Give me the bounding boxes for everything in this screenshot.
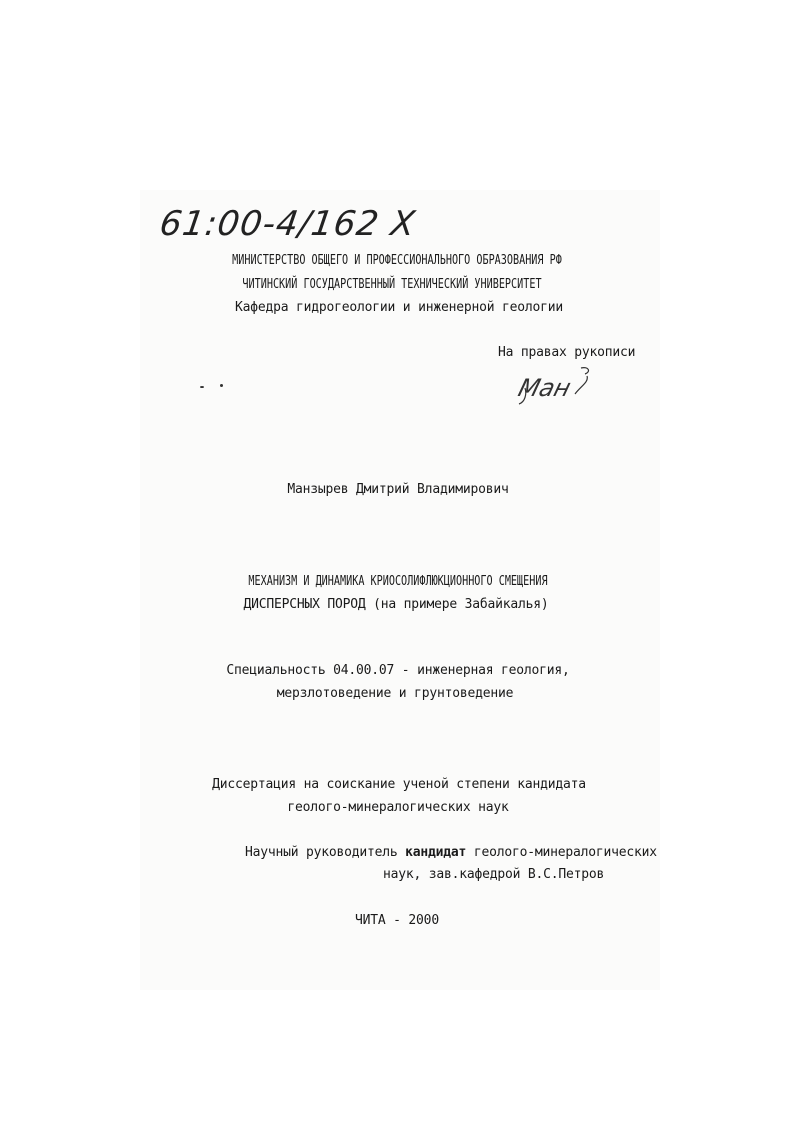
specialty-line1: Специальность 04.00.07 - инженерная геология, bbox=[226, 663, 570, 678]
university-heading: ЧИТИНСКИЙ ГОСУДАРСТВЕННЫЙ ТЕХНИЧЕСКИЙ УНИВЕРСИТЕТ bbox=[242, 277, 542, 292]
scan-mark bbox=[200, 386, 204, 388]
dissertation-title-line2: ДИСПЕРСНЫХ ПОРОД (на примере Забайкалья) bbox=[243, 597, 549, 612]
scan-mark bbox=[220, 384, 223, 387]
ministry-heading: МИНИСТЕРСТВО ОБЩЕГО И ПРОФЕССИОНАЛЬНОГО ОБРАЗОВАНИЯ РФ bbox=[232, 253, 562, 268]
specialty-line2: мерзлотоведение и грунтоведение bbox=[276, 686, 514, 701]
supervisor-line2: наук, зав.кафедрой В.С.Петров bbox=[383, 867, 605, 882]
signature: Ман bbox=[515, 374, 574, 402]
archive-number-handwritten: 61:00-4/162 X bbox=[157, 204, 419, 244]
degree-line1: Диссертация на соискание ученой степени кандидата bbox=[212, 777, 586, 792]
supervisor-suffix: геолого-минералогических bbox=[466, 845, 657, 860]
dissertation-title-line1: МЕХАНИЗМ И ДИНАМИКА КРИОСОЛИФЛЮКЦИОННОГО СМЕЩЕНИЯ bbox=[248, 574, 548, 589]
signature-stroke bbox=[515, 364, 595, 408]
supervisor-prefix: Научный руководитель bbox=[245, 845, 406, 860]
department-heading: Кафедра гидрогеологии и инженерной геологии bbox=[235, 300, 563, 315]
city-year: ЧИТА - 2000 bbox=[355, 913, 439, 928]
manuscript-rights: На правах рукописи bbox=[498, 345, 636, 360]
degree-line2: геолого-минералогических наук bbox=[287, 800, 509, 815]
supervisor-line1 bbox=[245, 845, 657, 861]
author-name: Манзырев Дмитрий Владимирович bbox=[287, 482, 509, 497]
supervisor-degree: кандидат bbox=[405, 845, 467, 860]
